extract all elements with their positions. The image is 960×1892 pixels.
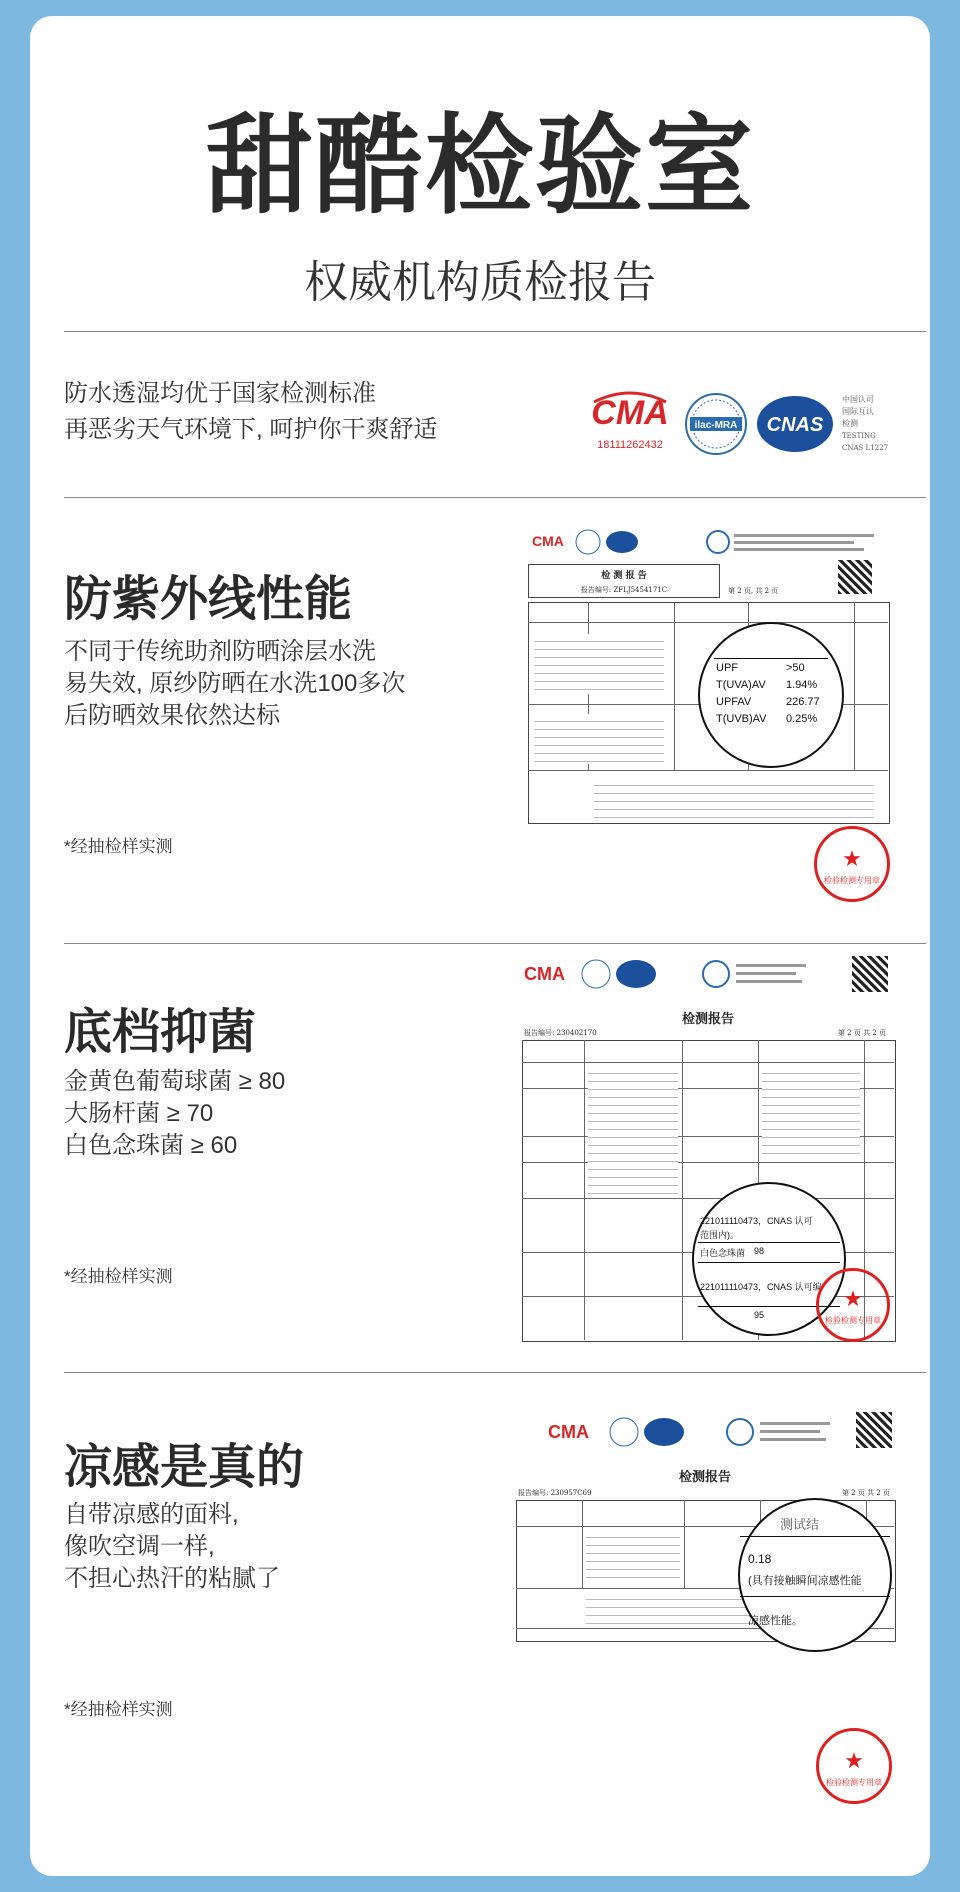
- uv-report-logos: [528, 528, 890, 558]
- qr-code: [852, 956, 888, 992]
- antibac-heading: 底档抑菌: [64, 1006, 257, 1059]
- antibac-report-no: 报告编号: 230402170: [524, 1029, 597, 1037]
- cnas-logo: [757, 396, 833, 452]
- cool-lens-value: 0.18: [748, 1552, 772, 1566]
- uv-lens-label-2: T(UVA)AV: [716, 679, 766, 691]
- antibac-lens-line-1: 221011110473，CNAS 认可: [700, 1216, 813, 1226]
- antibac-report-logos: [520, 956, 896, 996]
- uv-lens-value-1: >50: [786, 662, 805, 674]
- uv-lens-value-2: 1.94%: [786, 679, 818, 691]
- antibac-page: 第 2 页 共 2 页: [837, 1029, 886, 1037]
- cert-en-1: TESTING: [842, 432, 876, 440]
- cool-lens-footer: 凉感性能。: [748, 1615, 803, 1627]
- cool-report-image: [514, 1412, 896, 1832]
- uv-lens-label-1: UPF: [716, 662, 738, 674]
- certification-logos: [590, 388, 926, 460]
- intro-line-1: 防水透湿均优于国家检测标准: [64, 380, 376, 407]
- cert-cn-1: 中国认可: [842, 395, 874, 404]
- cool-description: [64, 1499, 280, 1595]
- cnas-text-block: [842, 394, 888, 452]
- cool-report-logos: [514, 1414, 896, 1458]
- cool-heading: 凉感是真的: [64, 1441, 305, 1494]
- antibac-description: [64, 1066, 285, 1162]
- svg-text:CMA: CMA: [548, 1422, 589, 1442]
- uv-doc-title: 检 测 报 告: [601, 571, 647, 581]
- cma-code: 18111262432: [597, 439, 663, 451]
- uv-description: [64, 636, 405, 732]
- cma-logo: [591, 393, 668, 451]
- antibac-lens-line-2: 范围内)。: [700, 1230, 739, 1240]
- cool-desc-line-1: 自带凉感的面料,: [64, 1501, 239, 1528]
- uv-desc-line-3: 后防晒效果依然达标: [64, 702, 280, 729]
- uv-report-no: 报告编号: ZFLJ5454171C: [580, 586, 668, 594]
- antibac-lens-line-4: 98: [754, 1246, 765, 1256]
- uv-desc-line-1: 不同于传统助剂防晒涂层水洗: [64, 638, 376, 665]
- uv-desc-line-2: 易失效, 原纱防晒在水洗100多次: [64, 670, 406, 697]
- ilac-label: ilac-MRA: [694, 420, 738, 431]
- uv-report-image: [524, 524, 894, 929]
- uv-lens-value-4: 0.25%: [786, 713, 818, 725]
- antibac-desc-line-3: 白色念珠菌 ≥ 60: [64, 1132, 238, 1159]
- cool-doc-title: 检测报告: [678, 1470, 731, 1485]
- qr-code: [838, 560, 872, 594]
- ilac-logo: [686, 394, 746, 454]
- seal-text: 检验检测专用章: [824, 876, 880, 885]
- antibac-lens-line-6: 95: [754, 1310, 765, 1320]
- uv-lens-value-3: 226.77: [786, 696, 820, 708]
- divider: [64, 331, 926, 332]
- antibac-lens-line-5: 221011110473，CNAS 认可编: [700, 1282, 822, 1292]
- cool-lens-result: (具有接触瞬间凉感性能: [748, 1575, 862, 1587]
- svg-text:CMA: CMA: [524, 964, 565, 984]
- uv-lens-label-4: T(UVB)AV: [716, 713, 767, 725]
- antibac-lens-line-3: 白色念珠菌: [700, 1248, 746, 1258]
- cool-desc-line-2: 像吹空调一样,: [64, 1533, 215, 1560]
- svg-text:CMA: CMA: [532, 533, 564, 549]
- antibac-desc-line-1: 金黄色葡萄球菌 ≥ 80: [64, 1068, 286, 1095]
- antibac-note: *经抽检样实测: [64, 1267, 173, 1286]
- antibac-desc-line-2: 大肠杆菌 ≥ 70: [64, 1100, 214, 1127]
- uv-lens-label-3: UPFAV: [716, 696, 752, 708]
- page-subtitle: 权威机构质检报告: [304, 258, 656, 307]
- cool-page: 第 2 页 共 2 页: [841, 1489, 890, 1497]
- svg-text:CMA: CMA: [591, 394, 669, 432]
- cert-cn-2: 国际互认: [842, 407, 874, 416]
- cnas-label: CNAS: [766, 414, 824, 436]
- cert-cn-3: 检测: [842, 419, 858, 428]
- cool-report-no: 报告编号: 230957C69: [518, 1489, 592, 1497]
- antibac-report-image: [520, 952, 896, 1352]
- cool-lens-header: 测试结: [780, 1517, 820, 1532]
- divider: [64, 1372, 926, 1373]
- qr-code: [856, 1412, 892, 1448]
- cert-en-2: CNAS L1227: [842, 444, 889, 452]
- cool-note: *经抽检样实测: [64, 1700, 173, 1719]
- intro-line-2: 再恶劣天气环境下, 呵护你干爽舒适: [64, 416, 438, 443]
- uv-red-seal: ★ 检验检测专用章: [814, 826, 890, 902]
- cool-magnifier: [738, 1498, 892, 1652]
- intro-text: [64, 376, 437, 448]
- uv-heading: 防紫外线性能: [64, 573, 353, 626]
- uv-magnifier: [698, 622, 844, 768]
- content-card: [30, 16, 930, 1876]
- cert-logos-svg: [590, 388, 926, 460]
- divider: [64, 497, 926, 498]
- seal-text: 检验检测专用章: [825, 1316, 881, 1325]
- uv-note: *经抽检样实测: [64, 837, 173, 856]
- cool-red-seal: ★ 检验检测专用章: [816, 1728, 892, 1804]
- antibac-doc-title: 检测报告: [681, 1012, 734, 1027]
- uv-page: 第 2 页, 共 2 页: [728, 587, 779, 595]
- seal-text: 检验检测专用章: [826, 1778, 882, 1787]
- cool-desc-line-3: 不担心热汗的粘腻了: [64, 1565, 280, 1592]
- page-title: 甜酷检验室: [204, 105, 755, 226]
- divider: [64, 943, 926, 944]
- antibac-red-seal: ★ 检验检测专用章: [816, 1268, 890, 1342]
